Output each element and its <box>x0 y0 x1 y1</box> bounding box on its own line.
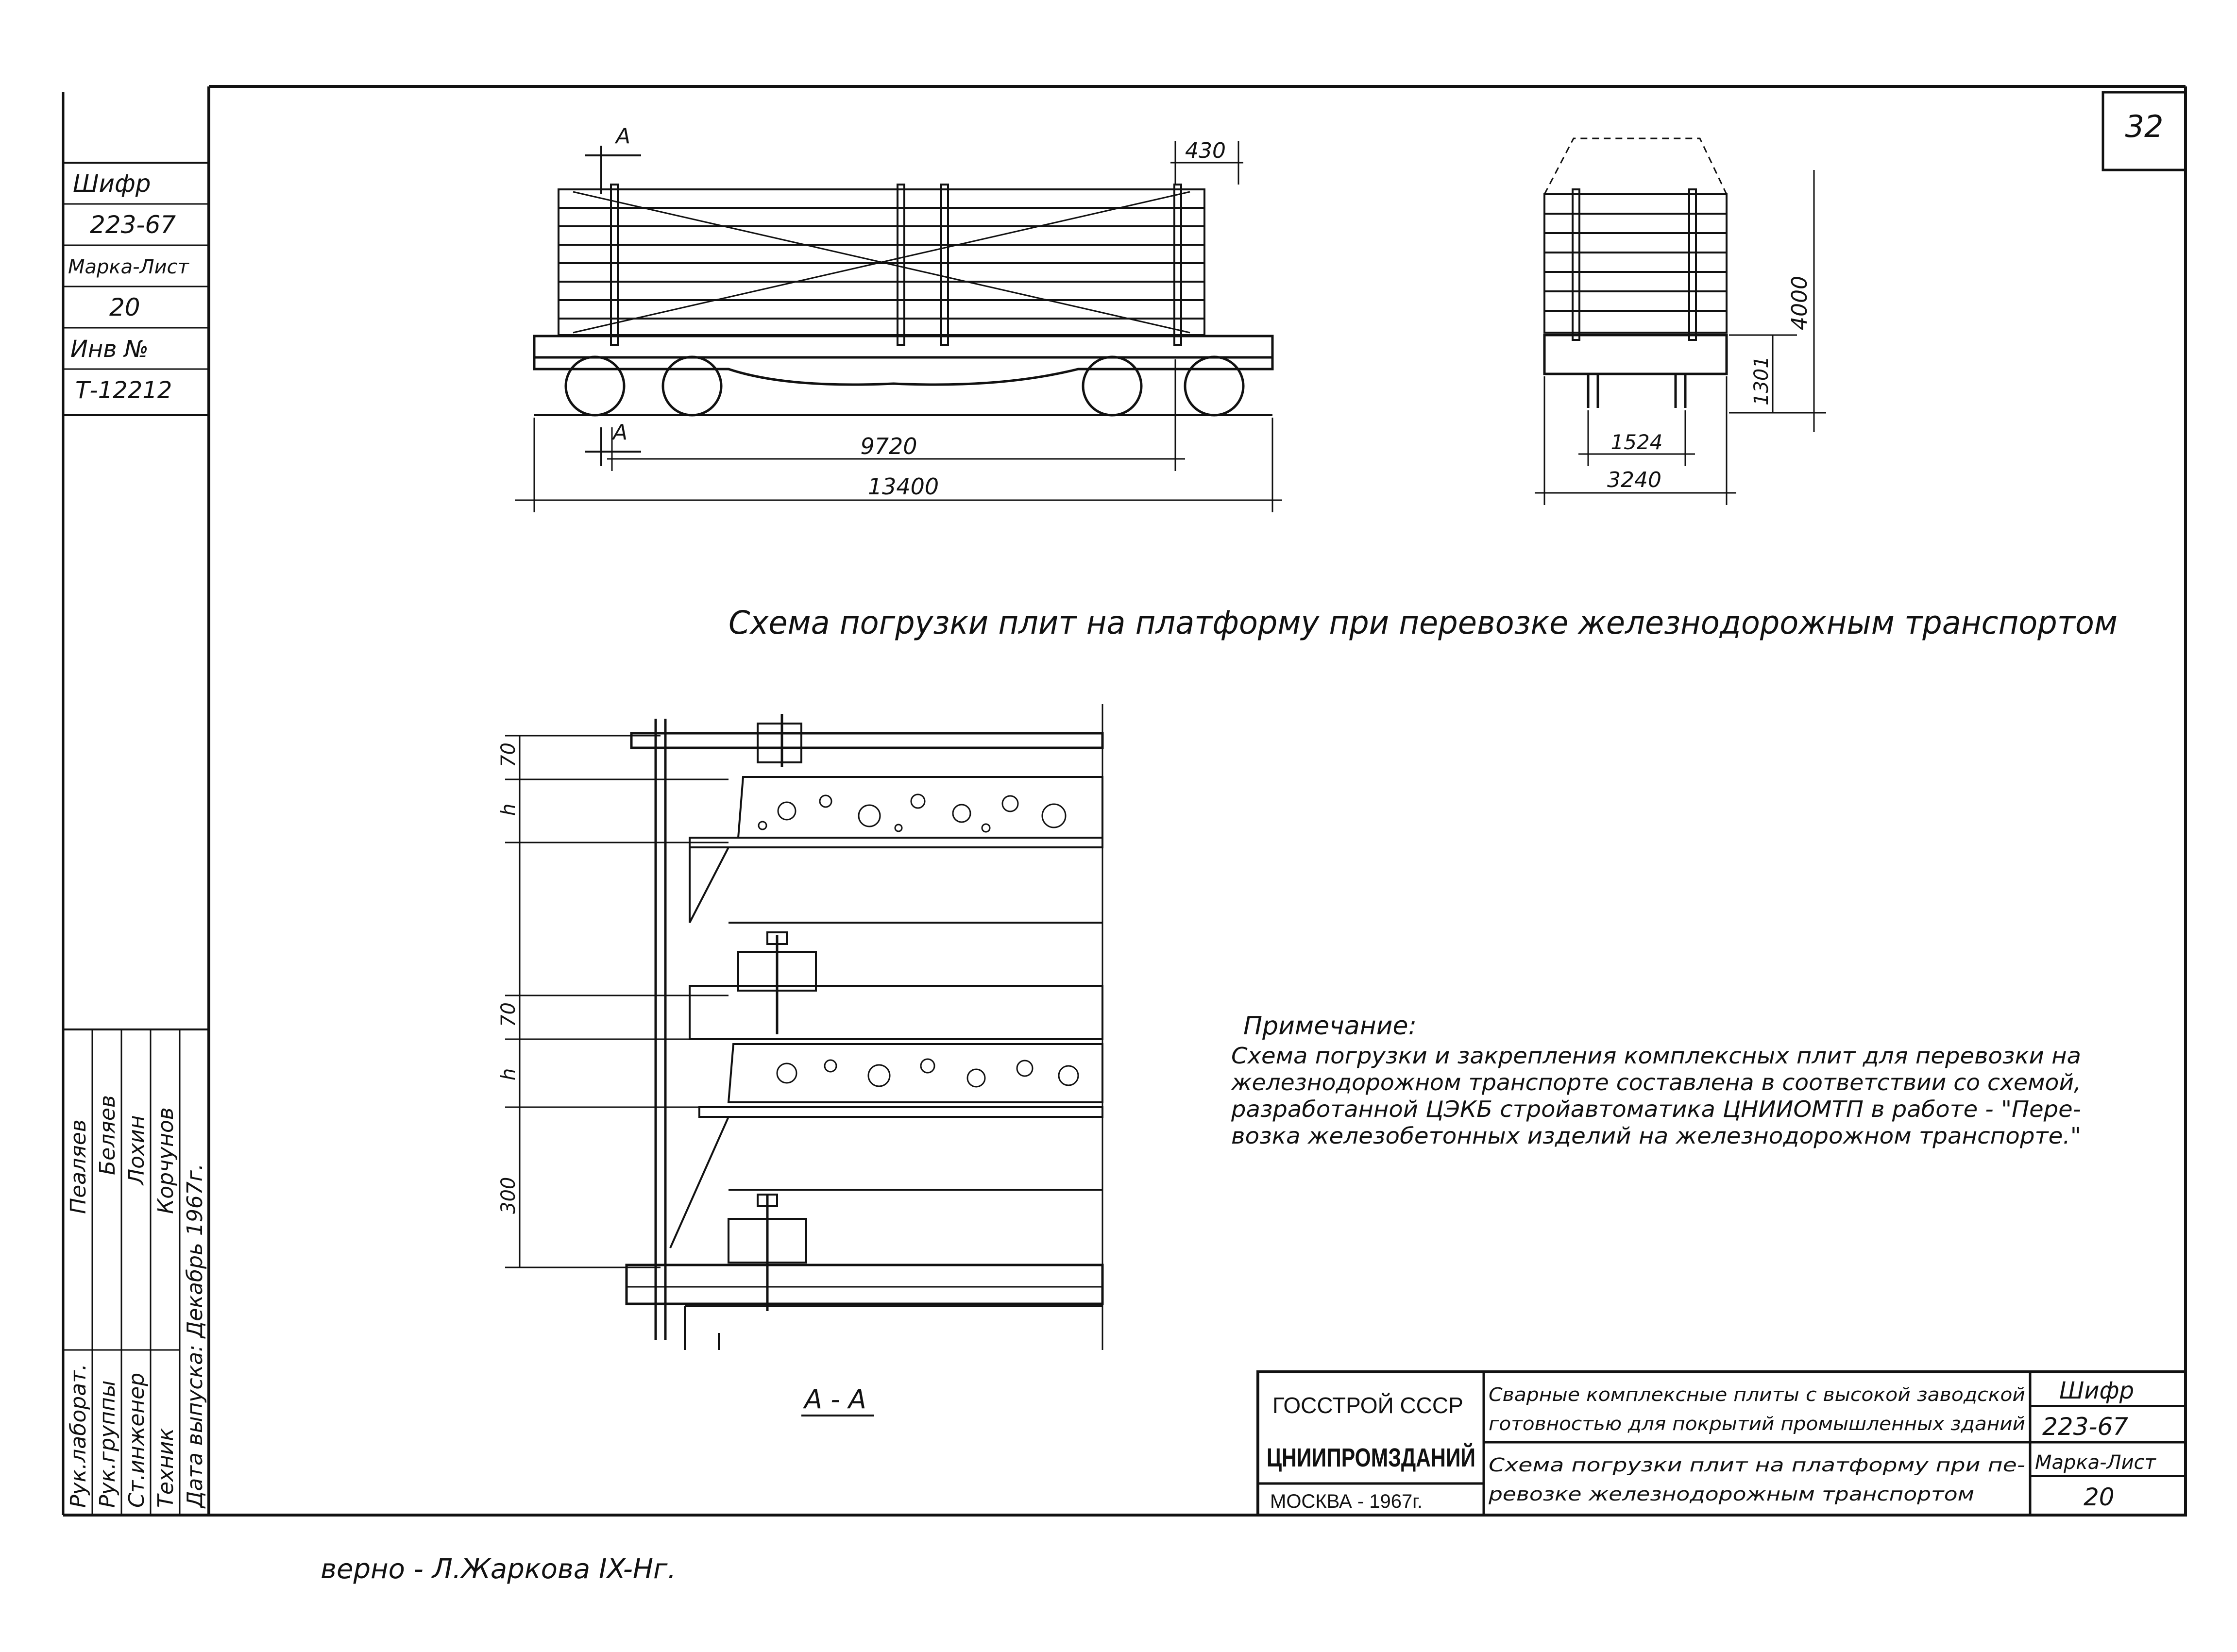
platform-car <box>534 336 1272 415</box>
dim-1524: 1524 <box>1610 430 1663 454</box>
side-stamp-cipher-label: Шифр <box>73 169 151 198</box>
note <box>1231 1011 2081 1149</box>
svg-text:А: А <box>613 420 628 445</box>
concrete-aggregate-upper <box>759 794 1066 832</box>
section-dim-70-mid: 70 <box>497 1002 520 1027</box>
main-caption: Схема погрузки плит на платформу при перевозке железнодорожным транспортом <box>729 604 2118 641</box>
title-cipher-label: Шифр <box>2059 1377 2135 1404</box>
name-1: Пеаляев <box>66 1119 91 1214</box>
side-stamp-inv-label: Инв № <box>70 336 149 363</box>
section-label: А - А <box>804 1384 866 1415</box>
release-date: Дата выпуска: Декабрь 1967г. <box>183 1163 207 1508</box>
side-stamp-inv-value: Т-12212 <box>75 377 172 404</box>
section-dim-h-mid: h <box>497 1068 520 1080</box>
name-3: Лохин <box>124 1115 149 1185</box>
title-sheet-label: Марка-Лист <box>2035 1451 2156 1474</box>
dimension-total <box>515 418 1282 512</box>
role-technician: Техник <box>153 1428 178 1508</box>
org-city-year: МОСКВА - 1967г. <box>1270 1491 1423 1512</box>
slab-stack <box>559 185 1204 345</box>
title-cipher-value: 223-67 <box>2042 1413 2129 1441</box>
concrete-aggregate-lower <box>777 1059 1078 1087</box>
section-dim-h-top: h <box>497 803 520 816</box>
role-group-head: Рук.группы <box>95 1380 120 1508</box>
org-gosstroy: ГОССТРОЙ СССР <box>1272 1393 1463 1418</box>
sheet-number: 32 <box>2125 109 2164 144</box>
org-institute: ЦНИИПРОМЗДАНИЙ <box>1267 1443 1532 1472</box>
name-4: Корчунов <box>153 1107 178 1214</box>
side-stamp-sheet-value: 20 <box>109 293 140 321</box>
section-dim-300: 300 <box>497 1177 520 1214</box>
side-view <box>515 124 1282 512</box>
side-stamp-cipher-value: 223-67 <box>90 211 176 239</box>
title-sheet-value: 20 <box>2084 1483 2115 1511</box>
title-desc-1-line-2: готовностью для покрытий промышленных зданий <box>1489 1413 2025 1434</box>
dim-430: 430 <box>1185 138 1226 163</box>
svg-text:А: А <box>616 124 631 149</box>
note-line-4: возка железобетонных изделий на железнодорожном транспорте." <box>1231 1123 2081 1149</box>
name-2: Беляев <box>95 1095 120 1175</box>
role-senior-engineer: Ст.инженер <box>124 1372 149 1508</box>
side-stamp-sheet-label: Марка-Лист <box>68 256 189 278</box>
note-heading: Примечание: <box>1243 1011 1417 1041</box>
dim-4000: 4000 <box>1787 276 1812 330</box>
note-line-2: железнодорожном транспорте составлена в соответствии со схемой, <box>1230 1069 2081 1096</box>
section-view <box>497 704 1102 1416</box>
dim-9720: 9720 <box>860 433 917 459</box>
section-dim-70-top: 70 <box>497 742 520 767</box>
side-stamp <box>63 163 209 415</box>
note-line-3: разработанной ЦЭКБ стройавтоматика ЦНИИОМТП в работе - "Пере- <box>1230 1096 2081 1122</box>
title-desc-2-line-1: Схема погрузки плит на платформу при пе- <box>1489 1454 2025 1476</box>
title-block <box>1258 1372 2186 1515</box>
verification-signature: верно - Л.Жаркова IX-Hг. <box>321 1553 677 1585</box>
dimension-overhang <box>1170 138 1243 185</box>
sheet-number-box <box>2103 92 2186 170</box>
dim-1301: 1301 <box>1750 356 1773 405</box>
dim-3240: 3240 <box>1607 468 1661 492</box>
end-view <box>1535 138 1826 505</box>
role-lab-head: Рук.лаборат. <box>66 1364 91 1508</box>
note-line-1: Схема погрузки и закрепления комплексных плит для перевозки на <box>1231 1043 2081 1069</box>
dim-13400: 13400 <box>867 473 939 500</box>
signature-block <box>63 1029 207 1515</box>
title-desc-1-line-1: Сварные комплексные плиты с высокой заводской <box>1489 1384 2025 1405</box>
title-desc-2-line-2: ревозке железнодорожным транспортом <box>1488 1483 1974 1505</box>
